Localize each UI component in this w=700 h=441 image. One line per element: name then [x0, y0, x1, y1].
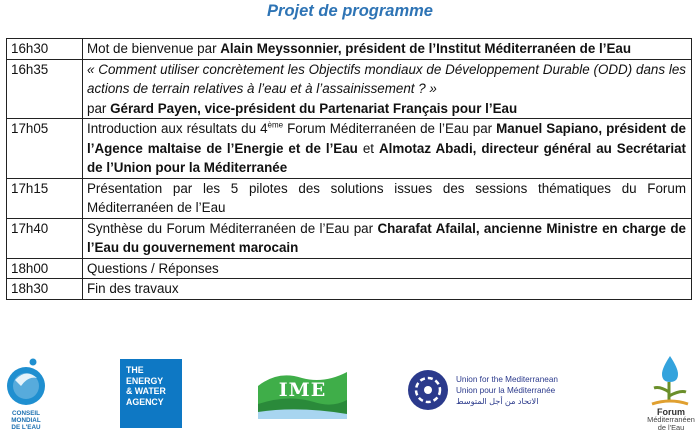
logo-line: Méditerranéen — [647, 415, 695, 424]
agenda-text: Mot de bienvenue par — [87, 41, 221, 56]
agenda-text: « Comment utiliser concrètement les Objectifs mondiaux de Développement Durable (ODD) dans les actions de terrain relatives à l’eau et à l’assainissement ? » — [87, 61, 686, 96]
union-mediterranee-logo — [406, 368, 606, 416]
agenda-description — [83, 119, 692, 179]
agenda-time: 17h15 — [7, 178, 83, 218]
agenda-text: ème — [267, 120, 284, 130]
logo-line: ENERGY — [126, 375, 164, 386]
agenda-description — [83, 59, 692, 119]
logo-line: DE L'EAU — [11, 424, 41, 431]
agenda-time: 16h30 — [7, 39, 83, 60]
ufm-text — [456, 374, 606, 407]
agenda-time: 16h35 — [7, 59, 83, 119]
agenda-description — [83, 178, 692, 218]
agenda-time: 18h00 — [7, 258, 83, 279]
logo-line: Union pour la Méditerranée — [456, 386, 556, 395]
agenda-text: Gérard Payen — [110, 100, 198, 116]
agenda-text: Forum Méditerranéen de l’Eau par — [283, 121, 497, 136]
partner-logos — [0, 350, 700, 441]
conseil-mondial-text — [4, 410, 48, 431]
logo-line: CONSEIL — [12, 410, 40, 417]
logo-line: de l'Eau — [657, 423, 685, 432]
agenda-row — [7, 178, 692, 218]
ufm-emblem-icon — [406, 368, 450, 412]
conseil-mondial-eau-logo — [4, 356, 48, 440]
agenda-text: Almotaz Abadi, directeur général au Secrétariat de l’Union pour la Méditerranée — [87, 140, 686, 175]
agenda-row — [7, 258, 692, 279]
energy-water-agency-logo — [120, 359, 182, 428]
water-drop-icon — [4, 356, 48, 410]
agenda-text: Introduction aux résultats du 4 — [87, 121, 268, 136]
logo-line: & WATER — [126, 386, 166, 396]
agenda-time: 17h40 — [7, 218, 83, 258]
ime-text: IME — [278, 379, 327, 401]
agenda-text: Synthèse du Forum Méditerranéen de l’Eau par — [87, 220, 378, 236]
agenda-time: 17h05 — [7, 119, 83, 179]
agenda-description — [83, 258, 692, 279]
agenda-row — [7, 279, 692, 300]
ime-logo — [258, 364, 347, 419]
page-title: Projet de programme — [267, 2, 433, 20]
agenda-text: Charafat Afailal — [377, 220, 476, 236]
agenda-description — [83, 218, 692, 258]
tree-drop-icon — [642, 352, 698, 408]
agenda-table — [6, 38, 692, 300]
logo-line: Forum — [657, 407, 685, 417]
logo-line: الاتحاد من أجل المتوسط — [456, 397, 539, 406]
agenda-body — [7, 39, 692, 300]
agenda-description — [83, 279, 692, 300]
agenda-text: Questions / Réponses — [87, 260, 219, 276]
agenda-text: , vice-président du Partenariat Français pour l’Eau — [197, 100, 518, 116]
logo-line: AGENCY — [126, 396, 164, 407]
agenda-row — [7, 218, 692, 258]
agenda-text: Manuel Sapiano, président de l’Agence maltaise de l’Energie et de l’Eau — [87, 121, 686, 156]
energy-water-text — [126, 365, 180, 407]
agenda-row — [7, 39, 692, 60]
agenda-text: par — [87, 100, 111, 116]
agenda-description — [83, 39, 692, 60]
agenda-text: Fin des travaux — [87, 281, 179, 296]
agenda-row — [7, 119, 692, 179]
agenda-row — [7, 59, 692, 119]
agenda-text: Alain Meyssonnier — [220, 41, 338, 56]
logo-line: Union for the Mediterranean — [456, 375, 558, 384]
agenda-text: Présentation par les 5 pilotes des solutions issues des sessions thématiques du Forum Méditerranéen de l’Eau — [87, 180, 686, 215]
forum-text — [644, 408, 698, 432]
agenda-text: , président de l’Institut Méditerranéen de l’Eau — [337, 41, 632, 56]
forum-mediterraneen-logo — [642, 352, 698, 440]
logo-line: THE — [126, 365, 144, 375]
agenda-text: , ancienne Ministre en charge de l’Eau du gouvernement marocain — [87, 220, 686, 255]
logo-line: MONDIAL — [11, 417, 41, 424]
agenda-time: 18h30 — [7, 279, 83, 300]
agenda-text: et — [357, 140, 379, 156]
